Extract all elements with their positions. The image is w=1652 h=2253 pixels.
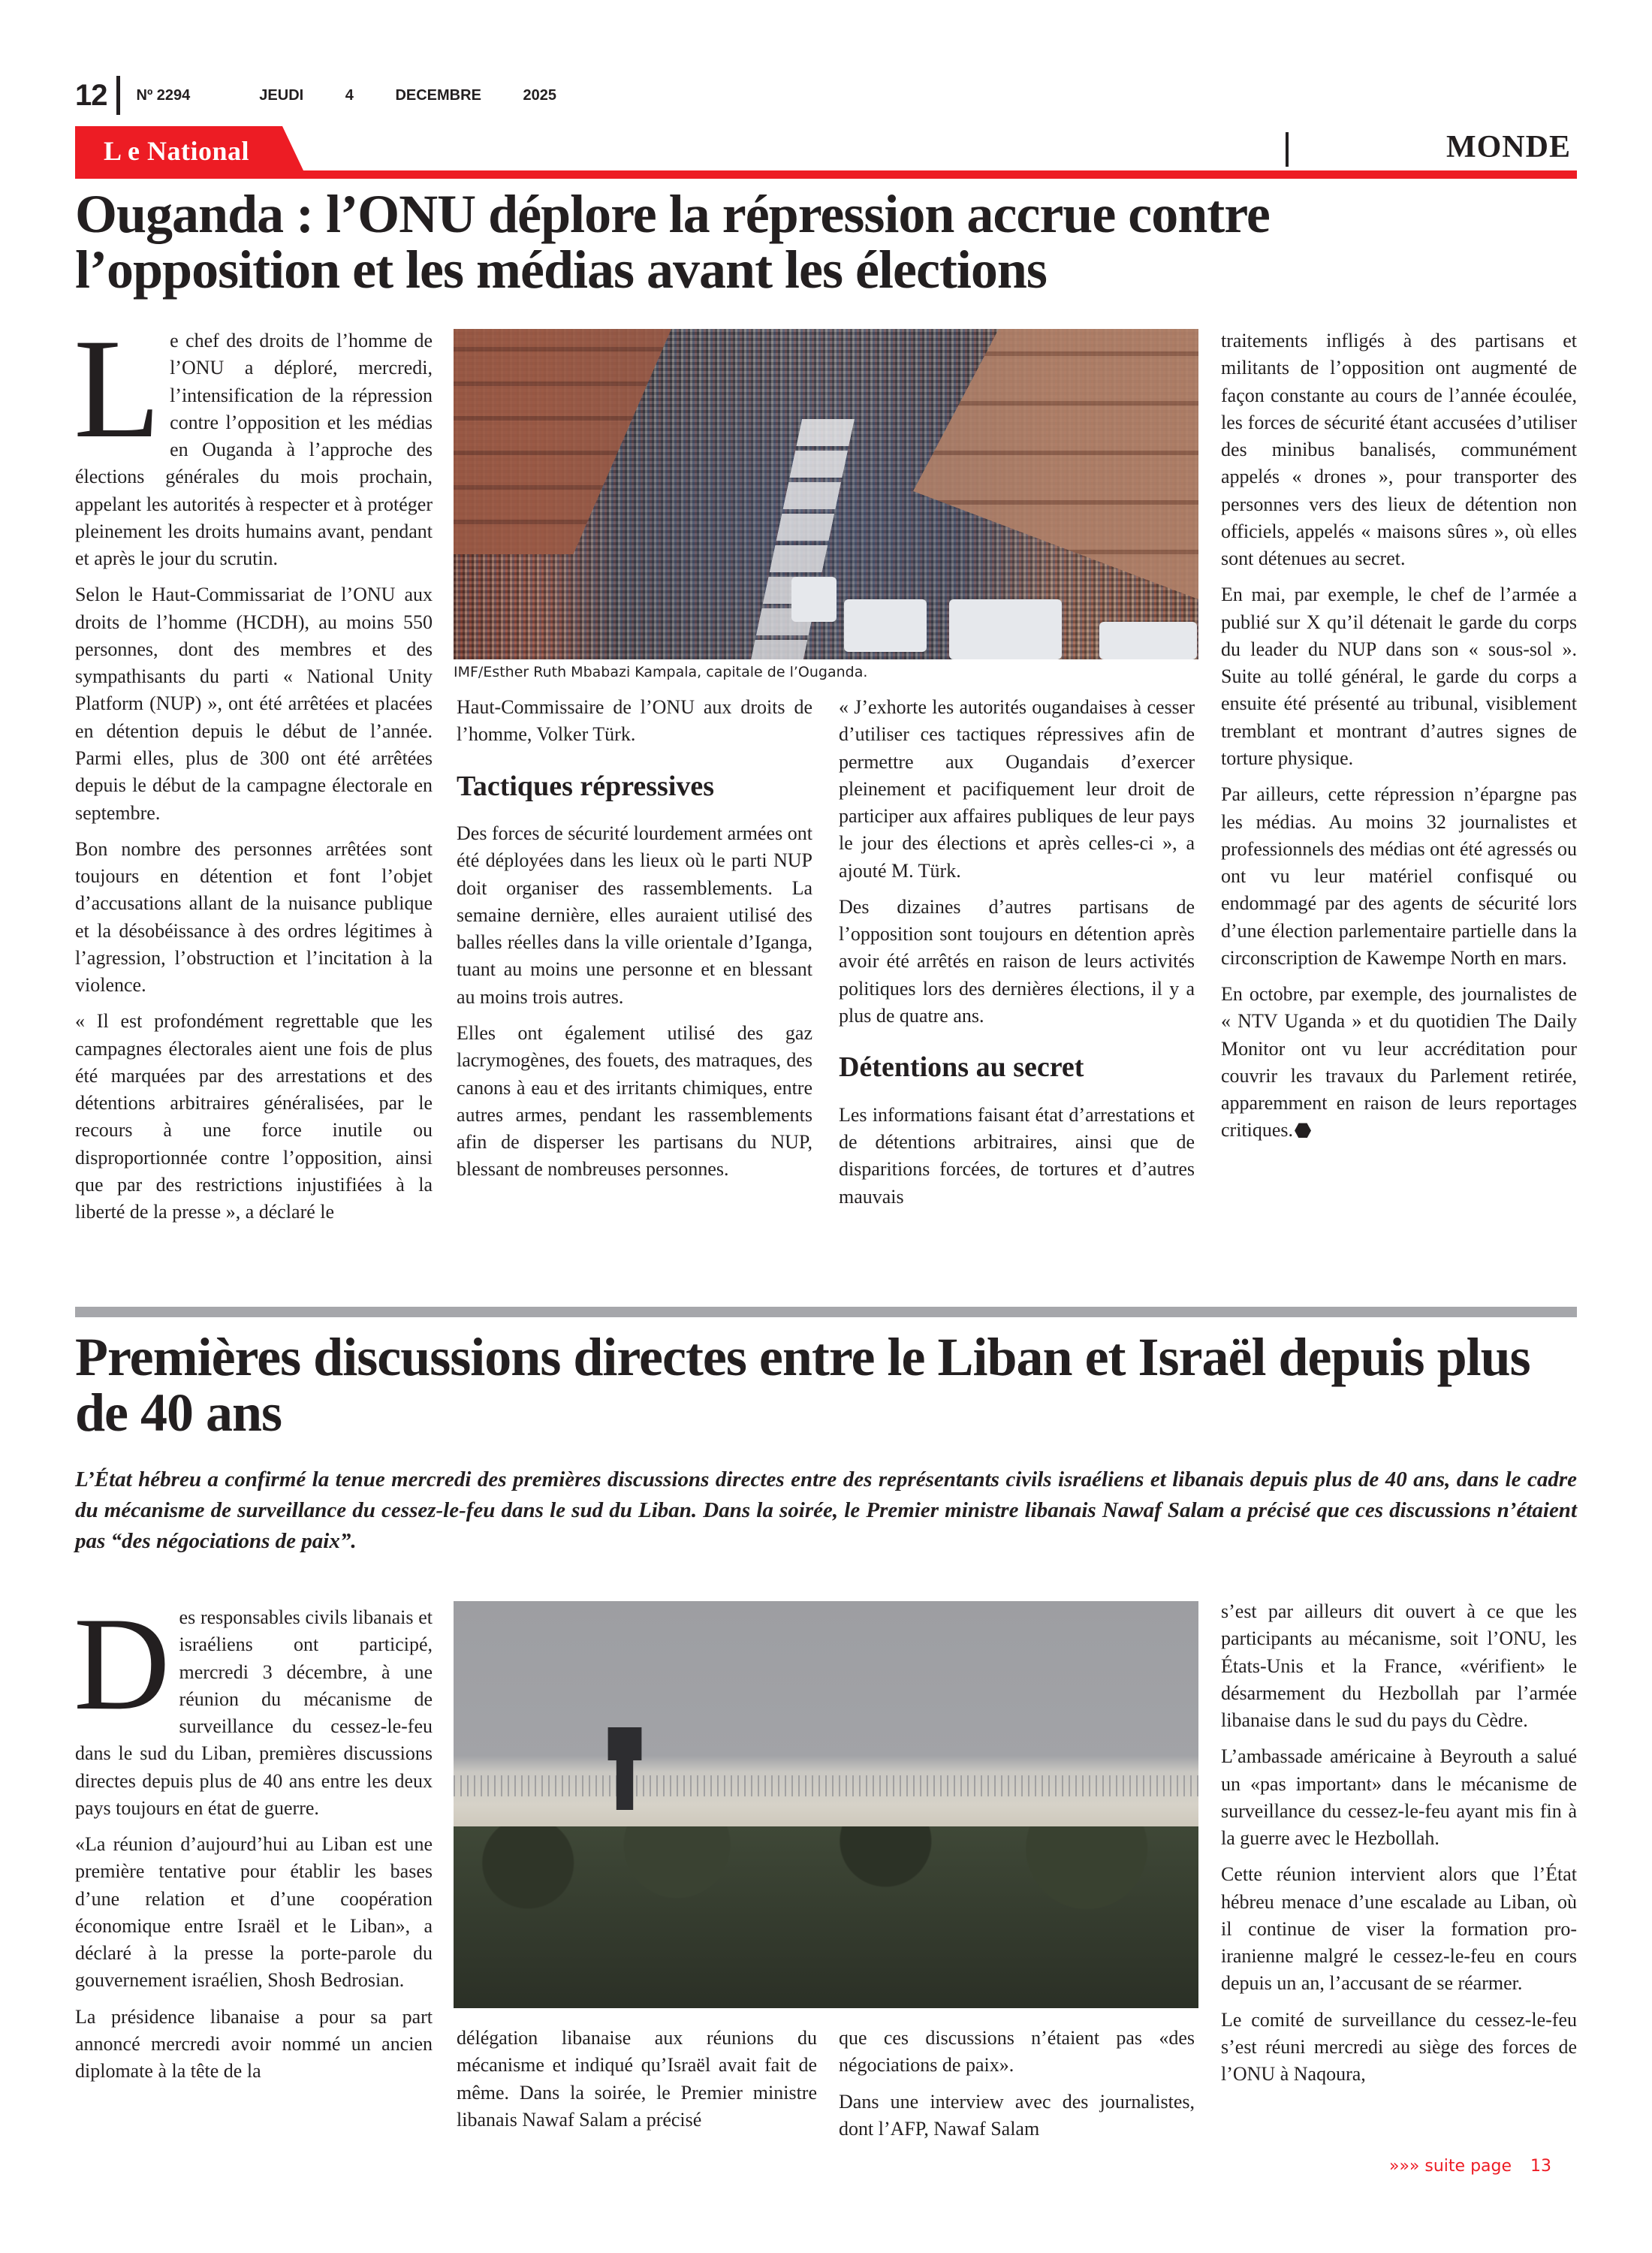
article1-paragraph: « Il est profondément regrettable que les campagnes électorales aient une fois de plus été marquées par des arrestations et des détentions arbitraires généralisées, par le recours à une force inutile ou disproportionnée contre l’opposition, ainsi que par des restrictions injustifiées à la liberté de la presse », a déclaré le	[75, 1010, 433, 1223]
rubric-divider	[1286, 132, 1289, 167]
issue-number: Nº 2294	[136, 86, 191, 104]
article2-paragraph: Des responsables civils libanais et israéliens ont participé, mercredi 3 décembre, à une réunion du mécanisme de surveillance du cessez-le-feu dans le sud du Liban, premières discussions directes depuis plus de 40 ans entre les deux pays toujours en état de guerre.	[74, 1589, 433, 1819]
page-number: 12	[75, 78, 107, 112]
article1-paragraph: « J’exhorte les autorités ougandaises à cesser d’utiliser ces tactiques répressives afin de permettre aux Ougandais d’exercer pleinement et pacifiquement leur droit de participer aux affaires publiques de leur pays le jour des élections et après celles-ci », a ajouté M. Türk.	[839, 696, 1195, 882]
article1-paragraph: Par ailleurs, cette répression n’épargne pas les médias. Au moins 32 journalistes et professionnels des médias ont été agressés ou ont vu leur matériel confisqué ou endommagé par des agents de sécurité lors d’une élection parlementaire partielle dans la circonscription de Kawempe North en mars.	[1221, 783, 1577, 969]
article1-subhead-detentions: Détentions au secret	[839, 1051, 1084, 1084]
article2-column-2	[457, 2025, 817, 2143]
page-number-divider	[116, 76, 120, 115]
article1-column-3	[839, 694, 1195, 1220]
article1-paragraph: Selon le Haut-Commissariat de l’ONU aux droits de l’homme (HCDH), au moins 550 personnes, dont des membres et des sympathisants du parti « National Unity Platform (NUP) », ont été arrêtées et placées en détention depuis le début de l’année. Parmi elles, plus de 300 ont été arrêtées depuis le début de la campagne électorale en septembre.	[75, 584, 433, 824]
watchtower	[604, 1727, 646, 1810]
continued-on-page-link[interactable]	[1389, 2157, 1551, 2176]
article2-paragraph: Le comité de surveillance du cessez-le-feu s’est réuni mercredi au siège des forces de l’ONU à Naqoura,	[1221, 2008, 1577, 2086]
article2-paragraph: «La réunion d’aujourd’hui au Liban est une première tentative pour établir les bases d’une relation et d’une coopération économique entre Israël et le Liban», a déclaré à la presse la porte-parole du gouvernement israélien, Shosh Bedrosian.	[75, 1833, 433, 1992]
article1-headline: Ouganda : l’ONU déplore la répression accrue contre l’opposition et les médias avant les élections	[75, 184, 1270, 300]
date-weekday: JEUDI	[259, 86, 304, 104]
continued-arrows-icon: »»»	[1389, 2157, 1420, 2176]
article1-paragraph: Elles ont également utilisé des gaz lacrymogènes, des fouets, des matraques, des canons à eau et des irritants chimiques, entre autres armes, pendant les rassemblements afin de disperser les partisans du NUP, blessant de nombreuses personnes.	[457, 1021, 812, 1181]
article1-paragraph: En mai, par exemple, le chef de l’armée a publié sur X qu’il détenait le garde du corps du leader du NUP dans son « sous-sol ». Suite au tollé général, le garde du corps a ensuite été présenté au tribunal, visiblement tremblant et montrant d’autres signes de torture physique.	[1221, 584, 1577, 769]
article1-paragraph: Des forces de sécurité lourdement armées ont été déployées dans les lieux où le parti NUP doit organiser des rassemblements. La semaine dernière, elles auraient utilisé des balles réelles dans la ville orientale d’Iganga, tuant au moins une personne et en blessant au moins trois autres.	[457, 822, 812, 1008]
article2-paragraph: Dans une interview avec des journalistes, dont l’AFP, Nawaf Salam	[839, 2090, 1195, 2140]
date-year: 2025	[523, 86, 556, 104]
article2-column-3	[839, 2025, 1195, 2152]
article1-paragraph: Les informations faisant état d’arrestations et de détentions arbitraires, ainsi que de disparitions forcées, de tortures et d’autres mauvais	[839, 1103, 1195, 1208]
article1-column-2	[457, 694, 812, 1193]
article1-photo-caption: IMF/Esther Ruth Mbabazi Kampala, capitale de l’Ouganda.	[454, 664, 868, 680]
article1-column-1	[74, 310, 433, 1235]
continued-page-number: 13	[1530, 2157, 1552, 2176]
publication-date	[259, 87, 586, 104]
article1-dropcap: L	[74, 310, 161, 468]
article1-paragraph: Des dizaines d’autres partisans de l’opposition sont toujours en détention après avoir été arrêtés en raison de leurs activités politiques lors des dernières élections, il y a plus de quatre ans.	[839, 895, 1195, 1027]
page-header-meta	[75, 74, 586, 117]
article2-paragraph: La présidence libanaise a pour sa part annoncé mercredi avoir nommé un ancien diplomate à la tête de la	[75, 2005, 433, 2083]
article1-paragraph: En octobre, par exemple, des journalistes de « NTV Uganda » et du quotidien The Daily Monitor ont vu leur accréditation pour couvrir les travaux du Parlement retirée, apparemment en raison de leurs reportages critiques.	[1221, 983, 1577, 1142]
article2-paragraph: s’est par ailleurs dit ouvert à ce que les participants au mécanisme, soit l’ONU, les États-Unis et la France, «vérifient» le désarmement du Hezbollah par l’armée libanaise dans le sud du pays du Cèdre.	[1221, 1600, 1577, 1732]
article2-standfirst: L’État hébreu a confirmé la tenue mercredi des premières discussions directes entre des représentants civils israéliens et libanais depuis plus de 40 ans, dans le cadre du mécanisme de surveillance du cessez-le-feu dans le sud du Liban. Dans la soirée, le Premier ministre libanais Nawaf Salam a précisé que ces discussions n’étaient pas “des négociations de paix”.	[75, 1467, 1577, 1554]
date-day: 4	[345, 86, 354, 104]
article2-photo-border-wall	[454, 1601, 1198, 2008]
article2-column-4	[1221, 1598, 1577, 2098]
article2-column-1	[74, 1589, 433, 2095]
article2-paragraph: délégation libanaise aux réunions du mécanisme et indiqué qu’Israël avait fait de même. Dans la soirée, le Premier ministre libanais Nawaf Salam a précisé	[457, 2027, 817, 2131]
article1-paragraph: Le chef des droits de l’homme de l’ONU a déploré, mercredi, l’intensification de la répression contre l’opposition et les médias en Ouganda à l’approche des élections générales du mois prochain, appelant les autorités à respecter et à protéger pleinement les droits humains avant, pendant et après le jour du scrutin.	[74, 310, 433, 570]
article1-paragraph: Bon nombre des personnes arrêtées sont toujours en détention et font l’objet d’accusations allant de la nuisance publique et la désobéissance à des ordres légitimes à l’agression, l’obstruction et l’incitation à la violence.	[75, 837, 433, 997]
article-separator	[75, 1307, 1577, 1317]
article1-subhead-tactiques: Tactiques répressives	[457, 770, 715, 802]
section-band	[75, 126, 1577, 179]
date-month: DECEMBRE	[395, 86, 481, 104]
article1-paragraph: traitements infligés à des partisans et militants de l’opposition ont augmenté de façon constante au cours de l’année écoulée, les forces de sécurité étant accusées d’utiliser des minibus banalisés, communément appelés « drones », pour transporter des personnes vers des lieux de détention non officiels, appelés « maisons sûres », où elles sont détenues au secret.	[1221, 330, 1577, 570]
article2-headline: Premières discussions directes entre le Liban et Israël depuis plus de 40 ans	[75, 1327, 1530, 1443]
continued-label: suite page	[1424, 2157, 1512, 2176]
article2-paragraph: Cette réunion intervient alors que l’État hébreu menace d’une escalade au Liban, où il continue de viser la formation pro-iranienne malgré le cessez-le-feu en cours depuis un an, l’accusant de se réarmer.	[1221, 1863, 1577, 1995]
section-tab-label: L e National	[104, 136, 250, 166]
article1-photo-kampala-street	[454, 329, 1198, 659]
end-of-article-icon	[1295, 1123, 1311, 1138]
article2-dropcap: D	[74, 1589, 170, 1738]
article2-paragraph: L’ambassade américaine à Beyrouth a salué un «pas important» dans le mécanisme de surveillance du cessez-le-feu ayant mis fin à la guerre avec le Hezbollah.	[1221, 1745, 1577, 1850]
article1-column-4	[1221, 327, 1577, 1154]
article1-paragraph: Haut-Commissaire de l’ONU aux droits de l’homme, Volker Türk.	[457, 696, 812, 746]
article2-paragraph: que ces discussions n’étaient pas «des négociations de paix».	[839, 2027, 1195, 2077]
rubric-label: MONDE	[1446, 130, 1571, 164]
